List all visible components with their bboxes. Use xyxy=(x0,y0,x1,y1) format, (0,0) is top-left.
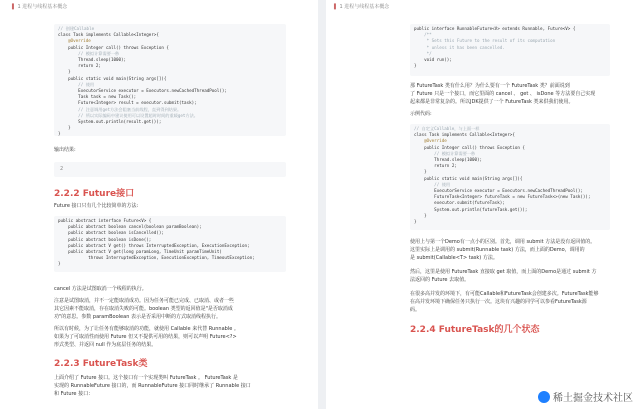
code-line: Thread.sleep(1000); xyxy=(414,157,483,163)
code-line: class Task implements Callable<Integer>{ xyxy=(414,132,515,138)
code-line: */ xyxy=(414,50,432,56)
paragraph-get-2: 法返回的 Future 去取值。 xyxy=(410,277,470,283)
left-page-header: ▌ 1 进程与线程基本概念 xyxy=(12,4,68,10)
code-line: } xyxy=(414,63,417,69)
code-line: public abstract boolean isDone(); xyxy=(58,236,152,242)
code-line: public static void main(String args[]){ xyxy=(58,75,167,81)
code-line: @Override xyxy=(414,138,447,144)
paragraph-get-1: 然后，这里是使用 FutureTask 直接取 get 取值，而上面的Demo是通过 submit 方 xyxy=(410,269,597,275)
code-block-runnablefuture xyxy=(410,24,610,76)
code-line: void run(); xyxy=(414,57,452,63)
paragraph-why-futuretask-2: 了 Future 只是一个接口，而它里面的 cancel 、 get 、 isDone 等方法要自己实现 xyxy=(410,91,596,97)
code-line: * Sets this Future to the result of its computation xyxy=(414,38,556,44)
watermark xyxy=(535,388,636,405)
paragraph-cancel-note-1: 注意是试图取消，并不一定能取消成功。因为任务可能已完成、已取消、或者一些 xyxy=(54,298,235,304)
code-line: /** xyxy=(414,32,432,38)
code-line: // 模拟计算需要一秒 xyxy=(414,150,476,156)
paragraph-difference-3: 是 submit(Callable<T> task) 方法。 xyxy=(410,255,498,261)
code-line: throws InterruptedException, ExecutionException, TimeoutException; xyxy=(58,255,255,261)
page-gutter xyxy=(318,0,326,409)
code-line: // 模拟计算需要一秒 xyxy=(58,50,120,56)
code-line: public abstract boolean isCancelled(); xyxy=(58,230,164,236)
heading-futuretask-class: 2.2.3 FutureTask类 xyxy=(54,359,148,369)
code-line: public abstract V get(long paramLong, TimeUnit paramTimeUnit) xyxy=(58,249,222,255)
code-line: } xyxy=(414,219,417,225)
paragraph-futuretask-1: 上面介绍了 Future 接口。这个接口有一个实现类叫 FutureTask 。 FutureTask 是 xyxy=(54,375,238,381)
juejin-logo-icon xyxy=(538,391,550,403)
paragraph-concurrency-1: 在很多高并发的环境下，有可能Callable和FutureTask会创建多次。FutureTask能够 xyxy=(410,291,599,297)
right-page xyxy=(326,0,640,409)
code-line: } xyxy=(414,212,427,218)
code-line: ExecutorService executor = Executors.newCachedThreadPool(); xyxy=(414,188,583,194)
code-line: // 所以实际编码中建议使用可以设置超时时间的重载get方法。 xyxy=(58,112,198,118)
output-value: 2 xyxy=(60,166,64,172)
code-line: executor.submit(futureTask); xyxy=(414,200,505,206)
output-label: 输出结果: xyxy=(54,147,76,153)
heading-future-interface: 2.2.2 Future接口 xyxy=(54,189,135,199)
code-line: // 使用 xyxy=(414,181,451,187)
code-line: class Task implements Callable<Integer>{ xyxy=(58,32,159,38)
code-line: public abstract V get() throws InterruptedException, ExecutionException; xyxy=(58,242,250,248)
paragraph-cancel: cancel 方法是试图取消一个线程的执行。 xyxy=(54,286,147,292)
code-line: public interface RunnableFuture<V> extends Runnable, Future<V> { xyxy=(414,26,576,31)
paragraph-difference-2: 这里实际上是调用的 submit(Runnable task) 方法，而上面的Demo，调用的 xyxy=(410,247,585,253)
example-label: 示例代码: xyxy=(410,111,432,117)
code-block-futuretask-demo xyxy=(410,124,610,230)
code-line: Future<Integer> result = executor.submit(task); xyxy=(58,100,197,106)
code-block-future-interface xyxy=(54,216,286,272)
code-line: return 2; xyxy=(414,163,457,169)
code-line: } xyxy=(58,261,61,267)
code-line: @Override xyxy=(58,38,91,44)
code-line: public Integer call() throws Exception { xyxy=(414,144,525,150)
left-page xyxy=(4,0,318,409)
code-line: Task task = new Task(); xyxy=(58,94,137,100)
code-line: } xyxy=(414,169,427,175)
code-line: } xyxy=(58,69,71,75)
code-line: } xyxy=(58,131,61,137)
code-line: public static void main(String args[]){ xyxy=(414,175,523,181)
code-line: // 使用 xyxy=(58,81,95,87)
code-line: Thread.sleep(1000); xyxy=(58,57,127,63)
paragraph-callable-2: 如果为了可取消性而使用 Future 但又不提供可用的结果，则可以声明 Future<?> xyxy=(54,334,237,340)
code-line: return 2; xyxy=(58,63,101,69)
paragraph-concurrency-3: 码。 xyxy=(410,307,421,313)
watermark-text: 稀土掘金技术社区 xyxy=(553,393,633,404)
code-line: public abstract interface Future<V> { xyxy=(58,218,152,223)
code-line: // 自定义Callable，与上面一样 xyxy=(414,126,480,131)
paragraph-cancel-note-2: 其它因素不能取消，存在取消失败的可能。boolean 类型的返回值是"是否取消成 xyxy=(54,306,233,312)
paragraph-callable-3: 形式类型、并返回 null 作为底层任务的结果。 xyxy=(54,342,157,348)
code-line: public Integer call() throws Exception { xyxy=(58,44,169,50)
heading-futuretask-states: 2.2.4 FutureTask的几个状态 xyxy=(410,325,540,335)
paragraph-why-futuretask-1: 那 FutureTask 类有什么用？为什么要有一个 FutureTask 类？前面说到 xyxy=(410,83,570,89)
left-header-text: 1 进程与线程基本概念 xyxy=(17,4,68,10)
code-line: System.out.println(futureTask.get()); xyxy=(414,206,528,212)
paragraph-difference-1: 使用上与第一个Demo有一点小的区别。首先，调用 submit 方法是没有返回值的。 xyxy=(410,239,596,245)
paragraph-futuretask-3: 和 Future 接口： xyxy=(54,391,94,397)
right-header-text: 1 进程与线程基本概念 xyxy=(339,4,390,10)
paragraph-concurrency-2: 在高并发环境下确保任务只执行一次。这块有兴趣的同学可以参看FutureTask源 xyxy=(410,299,587,305)
code-line: } xyxy=(58,125,71,131)
code-line: * unless it has been cancelled. xyxy=(414,44,505,50)
code-line: ExecutorService executor = Executors.newCachedThreadPool(); xyxy=(58,88,227,94)
code-line: public abstract boolean cancel(boolean paramBoolean); xyxy=(58,224,202,230)
future-intro: Future 接口只有几个比较简单的方法: xyxy=(54,203,139,209)
right-page-header: ▌ 1 进程与线程基本概念 xyxy=(334,4,390,10)
paragraph-futuretask-2: 实现的 RunnableFuture 接口的，而 RunnableFuture 接口同时继承了 Runnable 接口 xyxy=(54,383,251,389)
code-block-callable xyxy=(54,24,286,136)
code-line: FutureTask<Integer> futureTask = new FutureTask<>(new Task()); xyxy=(414,194,591,200)
code-line: System.out.println(result.get()); xyxy=(58,119,162,125)
code-line: // 注意调用get方法会阻塞当前线程，直到得到结果。 xyxy=(58,106,182,112)
paragraph-callable-1: 所以有时候，为了让任务有能够取消的功能，就使用 Callable 来代替 Runnable 。 xyxy=(54,326,239,332)
code-line: // 创建Callable xyxy=(58,26,95,31)
paragraph-cancel-note-3: 功"的意思。参数 paramBoolean 表示是否采用中断的方式取消线程执行。 xyxy=(54,314,221,320)
paragraph-why-futuretask-3: 起来都是非常复杂的。所以JDK提供了一个 FutureTask 类来供我们使用。 xyxy=(410,99,574,105)
output-block xyxy=(54,162,286,177)
